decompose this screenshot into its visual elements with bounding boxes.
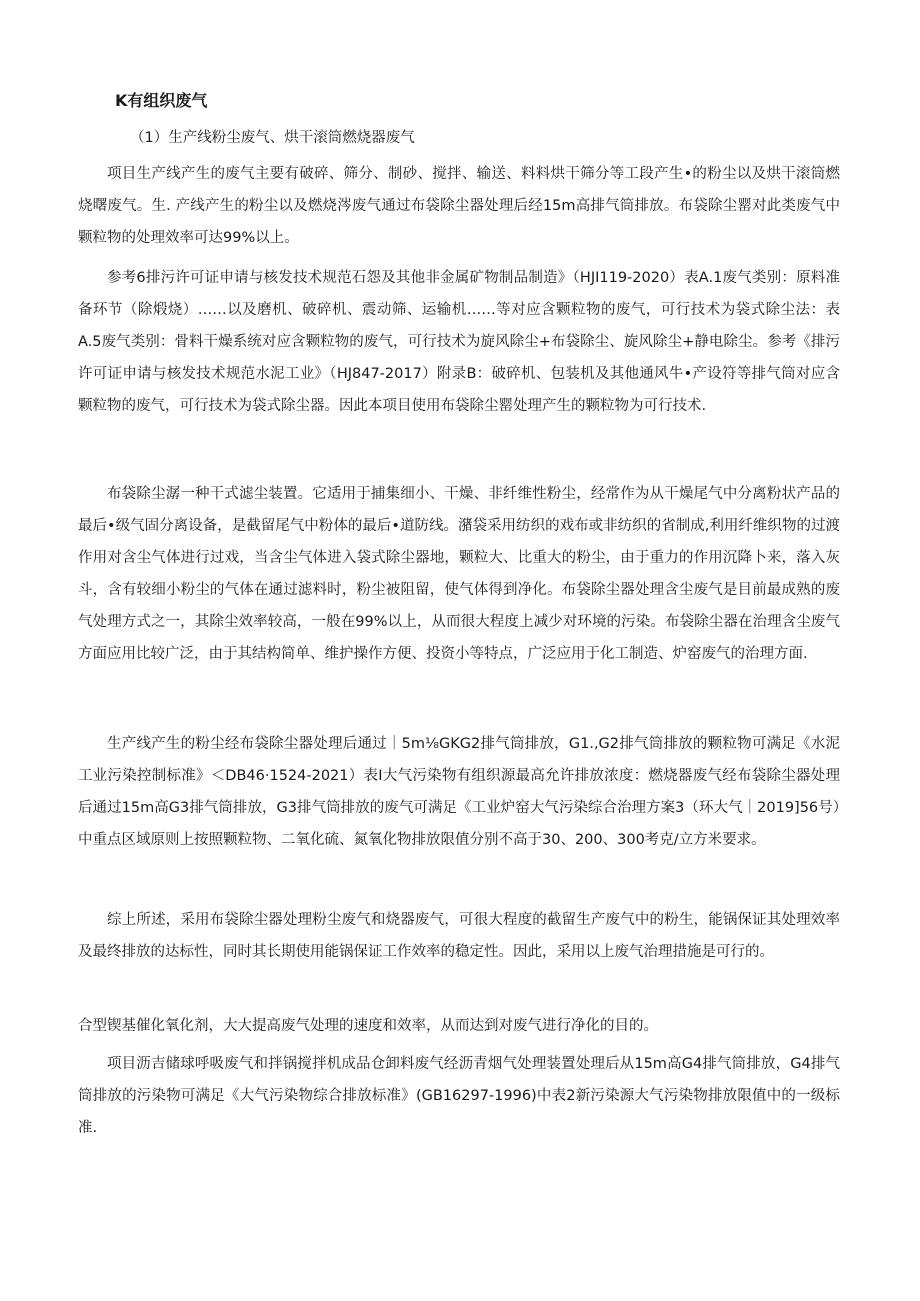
subsection-heading: （1）生产线粉尘废气、烘干滚筒燃烧器废气 — [130, 130, 415, 146]
section-heading: K有组织废气 — [115, 91, 208, 110]
paragraph-asphalt-fumes: 项目沥吉储球呼吸废气和拌锅搅拌机成品仓卸料废气经沥青烟气处理装置处理后从15m高G4排气筒排放，G4排气筒排放的污染物可满足《大气污染物综合排放标准》(GB16297-1996)中表2新污染源大气污染物排放限值中的一级标准. — [78, 1056, 840, 1136]
paragraph-catalyst-fragment: 合型锲基催化氧化剂，大大提高废气处理的速度和效率，从而达到对废气进行净化的目的。 — [78, 1018, 658, 1034]
paragraph-dust-emissions: 项目生产线产生的废气主要有破碎、筛分、制砂、搅拌、输送、料料烘干筛分等工段产生•的粉尘以及烘干滚筒燃烧曙废气。生. 产线产生的粉尘以及燃烧涔废气通过布袋除尘器处理后经15m高排气筒排放。布袋除尘罂对此类废气中颗粒物的处理效率可达99%以上。 — [78, 166, 840, 246]
paragraph-emission-standards: 生产线产生的粉尘经布袋除尘器处理后通过｜5m⅛GKG2排气筒排放，G1.,G2排气筒排放的颗粒物可满足《水泥工业污染控制标准》＜DB46·1524-2021）表I大气污染物有组织源最高允许排放浓度：燃烧器废气经布袋除尘器处理后通过15m高G3排气筒排放，G3排气筒排放的废气可满足《工业炉窑大气污染综合治理方案3（环大气｜2019]56号）中重点区域原则上按照颗粒物、二氧化硫、氮氧化物排放限值分别不高于30、200、300考克/立方米要求。 — [78, 736, 840, 848]
paragraph-bag-filter-description: 布袋除尘潺一种干式滤尘装置。它适用于捕集细小、干燥、非纤维性粉尘，经常作为从干燥尾气中分离粉状产品的最后•级气固分离设备，是截留尾气中粉体的最后•道防线。潴袋采用纺织的戏布或非纺织的省制成,利用纤维织物的过渡作用对含尘气体进行过戏，当含尘气体进入袋式除尘器地，颗粒大、比重大的粉尘，由于重力的作用沉降卜来，落入灰斗，含有较细小粉尘的气体在通过滤料时，粉尘被阻留，使气体得到净化。布袋除尘器处理含尘废气是目前最成熟的废气处理方式之一，其除尘效率较高，一般在99%以上，从而很大程度上减少对环境的污染。布袋除尘器在治理含尘废气方面应用比较广泛，由于其结构简单、维护操作方便、投资小等特点，广泛应用于化工制造、炉窑废气的治理方面. — [78, 486, 840, 662]
paragraph-feasible-technology: 参考6排污许可证申请与核发技术规范石怨及其他非金属矿物制品制造》（HJI119-2020）表A.1废气类别：原料准备环节（除煅烧）……以及磨机、破碎机、震动筛、运输机……等对应含颗粒物的废气，可行技术为袋式除尘法：表A.5废气类别：骨料干燥系统对应含颗粒物的废气，可行技术为旋风除尘+布袋除尘、旋风除尘+静电除尘。参考《排污许可证申请与核发技术规范水泥工业》（HJ847-2017）附录B：破碎机、包装机及其他通风牛•产设符等排气筒对应含颗粒物的废气，可行技术为袋式除尘器。因此本项目使用布袋除尘罂处理产生的颗粒物为可行技术. — [78, 270, 840, 414]
paragraph-conclusion: 综上所述，采用布袋除尘器处理粉尘废气和烧器废气，可很大程度的截留生产废气中的粉生，能锅保证其处理效率及最终排放的达标性，同时其长期使用能锅保证工作效率的稳定性。因此，采用以上废气治理措施是可行的。 — [78, 912, 840, 960]
